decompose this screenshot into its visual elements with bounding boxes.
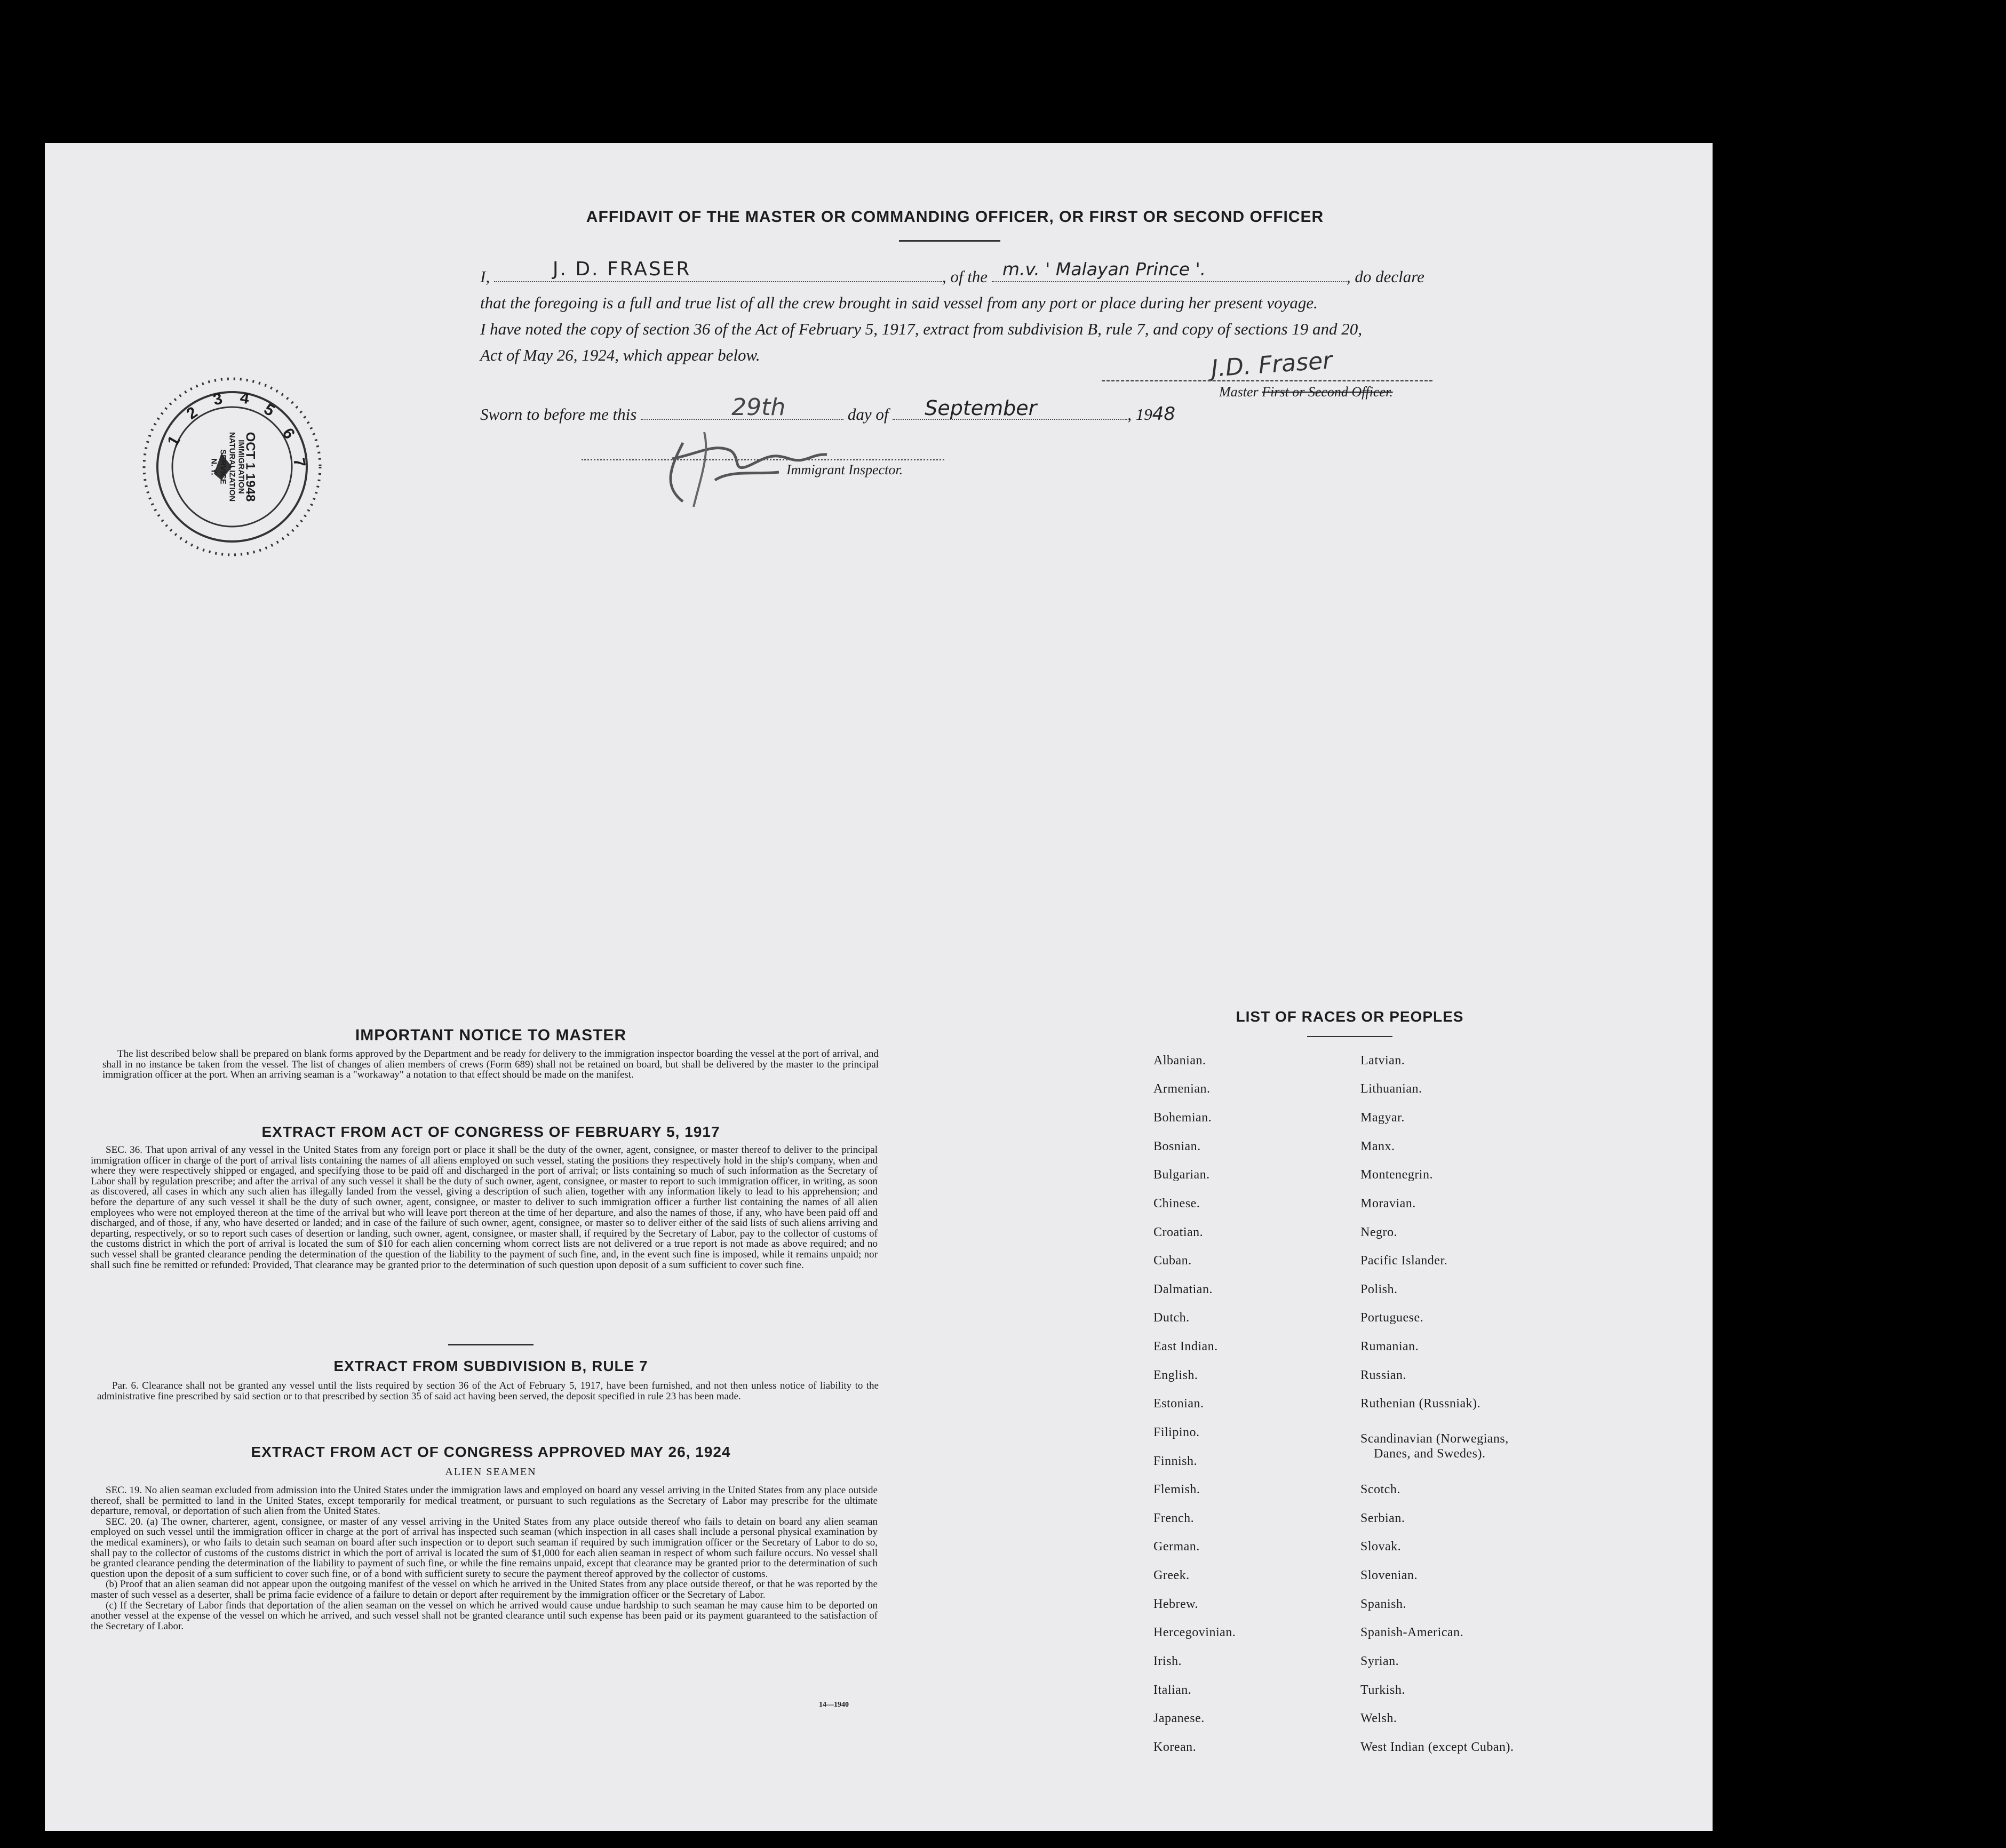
- declaration-line-2: that the foregoing is a full and true list of all the crew brought in said vessel from any port or place during her present voyage.: [480, 293, 1318, 312]
- race-item: Filipino.: [1153, 1425, 1200, 1439]
- extract-1924-subtitle: ALIEN SEAMEN: [445, 1466, 537, 1478]
- stamp-digit: 6: [278, 425, 299, 443]
- race-item: East Indian.: [1153, 1340, 1218, 1353]
- race-item: Polish.: [1360, 1283, 1398, 1296]
- race-item: Dutch.: [1153, 1311, 1190, 1325]
- declaration-line-1: [480, 258, 1456, 290]
- race-item: Slovenian.: [1360, 1568, 1418, 1582]
- race-item: Pacific Islander.: [1360, 1254, 1448, 1268]
- stamp-digit: 2: [183, 403, 201, 423]
- punch-hole: [1799, 372, 1826, 399]
- stamp-line: NATURALIZATION: [227, 432, 237, 502]
- race-item: Ruthenian (Russniak).: [1360, 1397, 1481, 1411]
- vessel-field: [992, 259, 1347, 282]
- affidavit-title: AFFIDAVIT OF THE MASTER OR COMMANDING OFFICER, OR FIRST OR SECOND OFFICER: [586, 208, 1324, 226]
- sec20b-text: (b) Proof that an alien seaman did not appear upon the outgoing manifest of the vessel on which he arrived in the United States from any place outside thereof, or that he was reported by the master of such vessel as a deserter, shall be prima facie evidence of a failure to detain or deport after requirement by the immigration officer or the Secretary of Labor.: [91, 1579, 878, 1600]
- race-item: Bulgarian.: [1153, 1168, 1210, 1182]
- section-rule: [448, 1344, 534, 1345]
- master-signature: J.D. Fraser: [1210, 347, 1333, 383]
- inspector-signature-line: [582, 459, 944, 460]
- race-item: Albanian.: [1153, 1054, 1206, 1068]
- race-item: Korean.: [1153, 1740, 1197, 1754]
- stamp-digit: 4: [238, 388, 251, 408]
- race-item: Montenegrin.: [1360, 1168, 1433, 1182]
- do-declare-label: , do declare: [1346, 267, 1424, 286]
- punch-hole: [1799, 1513, 1826, 1540]
- punch-hole: [1799, 1181, 1826, 1207]
- race-item: Latvian.: [1360, 1054, 1405, 1068]
- race-item: Chinese.: [1153, 1197, 1200, 1210]
- races-title: LIST OF RACES OR PEOPLES: [1236, 1008, 1464, 1025]
- race-item: Cuban.: [1153, 1254, 1192, 1268]
- sworn-day: 29th: [731, 394, 786, 421]
- race-item: West Indian (except Cuban).: [1360, 1740, 1514, 1754]
- race-item: Turkish.: [1360, 1683, 1405, 1697]
- sec20c-text: (c) If the Secretary of Labor finds that deportation of the alien seaman on the vessel on which he arrived would cause undue hardship to such seaman he may cause him to be deported on another vessel at the expense of the vessel on which he arrived, and such vessel shall not be granted clearance until such expense has been paid or its payment guaranteed to the satisfaction of the Secretary of Labor.: [91, 1599, 878, 1632]
- notice-text: The list described below shall be prepared on blank forms approved by the Department and be ready for delivery to the immigration inspector boarding the vessel at the port of arrival, and shall in no instance be taken from the vessel. The list of changes of alien members of crews (Form 689) shall not be retained on board, but shall be delivered by the master to the principal immigration officer at the port. When an arriving seaman is a "workaway" a notation to that effect should be made on the manifest.: [102, 1048, 879, 1081]
- race-item: Hebrew.: [1153, 1597, 1198, 1611]
- race-item: Italian.: [1153, 1683, 1192, 1697]
- struck-caption: First or Second Officer.: [1262, 384, 1393, 400]
- race-item: Scotch.: [1360, 1483, 1400, 1496]
- sworn-day-field: [641, 394, 843, 421]
- extract-1917-text: SEC. 36. That upon arrival of any vessel in the United States from any foreign port or place it shall be the duty of the owner, agent, consignee, or master thereof to deliver to the principal immigration officer in charge of the port of arrival lists containing the names of all aliens employed on such vessel, stating the positions they respectively hold in the ship's company, when and where they were respectively shipped or engaged, and specifying those to be paid off and discharged in the port of arrival; or lists containing so much of such information as the Secretary of Labor shall by regulation prescribe; and after the arrival of any such vessel it shall be the duty of such owner, agent, consignee, or master to report to such immigration officer, in writing, as soon as discovered, all cases in which any such alien has illegally landed from the vessel, giving a description of such alien, together with any information likely to lead to his apprehension; and before the departure of any such vessel it shall be the duty of such owner, agent, consignee, or master to deliver to such immigration officer a further list containing the names of all alien employees who were not employed thereon at the time of the arrival but who will leave port thereon at the time of her departure, and also the names of those, if any, who have been paid off and discharged, and of those, if any, who have deserted or landed; and in case of the failure of such owner, agent, consignee, or master so to deliver either of the said lists of such aliens arriving and departing, respectively, or so to report such cases of desertion or landing, such owner, agent, consignee, or master shall, if required by the Secretary of Labor, pay to the collector of customs of the customs district in which the port of arrival is located the sum of $10 for each alien concerning whom correct lists are not delivered or a true report is not made as above required; and no such vessel shall be granted clearance pending the determination of the question of the liability to the payment of such fine, and, in the event such fine is imposed, while it remains unpaid; nor shall such fine be remitted or refunded: Provided, That clearance may be granted prior to the determination of such question upon deposit of a sum sufficient to cover such fine.: [91, 1144, 878, 1271]
- punch-hole: [1799, 710, 1826, 736]
- master-name: J. D. FRASER: [552, 258, 691, 280]
- punch-hole: [1799, 1265, 1826, 1292]
- race-item: Bosnian.: [1153, 1140, 1201, 1153]
- race-item: Negro.: [1360, 1225, 1397, 1239]
- race-item: Spanish-American.: [1360, 1626, 1464, 1639]
- stamp-line: IMMIGRATION: [236, 440, 246, 494]
- master-caption: Master: [1219, 384, 1259, 400]
- race-item: Moravian.: [1360, 1197, 1416, 1210]
- race-item: Russian.: [1360, 1368, 1407, 1382]
- extract-rule7-title: EXTRACT FROM SUBDIVISION B, RULE 7: [333, 1358, 648, 1374]
- extract-1917-title: EXTRACT FROM ACT OF CONGRESS OF FEBRUARY 5, 1917: [261, 1124, 720, 1140]
- race-item: Lithuanian.: [1360, 1082, 1422, 1096]
- sec20a-text: SEC. 20. (a) The owner, charterer, agent, consignee, or master of any vessel arriving in the United States from any place outside thereof who fails to detain on board any alien seaman employed on such vessel until the immigration officer in charge at the port of arrival has inspected such seaman (which inspection in all cases shall include a personal physical examination by the medical examiners), or who fails to detain such seaman on board after such inspection or to deport such seaman if required by such immigration officer or the Secretary of Labor to do so, shall pay to the collector of customs of the customs district in which the port of arrival is located the sum of $1,000 for each alien seaman in respect of whom such failure occurs. No vessel shall be granted clearance pending the determination of the liability to payment of such fine, or while the fine remains unpaid, except that clearance may be granted prior to the determination of such question upon the deposit of a sum sufficient to cover such fine, or of a bond with sufficient surety to secure the payment thereof approved by the collector of customs.: [91, 1516, 878, 1580]
- sworn-month: September: [925, 396, 1037, 420]
- stamp-digit: 1: [164, 433, 184, 450]
- master-signature-line: [1102, 380, 1432, 381]
- sworn-label: Sworn to before me this: [480, 405, 637, 424]
- race-item: Scandinavian (Norwegians,: [1360, 1432, 1509, 1446]
- race-item: Hercegovinian.: [1153, 1626, 1236, 1639]
- extract-1924-body: [91, 1485, 878, 1631]
- race-item: Dalmatian.: [1153, 1283, 1213, 1296]
- vessel-name: m.v. ' Malayan Prince '.: [1002, 259, 1206, 280]
- sworn-month-field: [893, 396, 1127, 420]
- punch-hole: [1799, 288, 1826, 315]
- extract-rule7-body: [97, 1381, 879, 1401]
- race-item: Armenian.: [1153, 1082, 1211, 1096]
- race-item: Rumanian.: [1360, 1340, 1419, 1353]
- declaration-line-3: I have noted the copy of section 36 of the Act of February 5, 1917, extract from subdivision B, rule 7, and copy of sections 19 and 20,: [480, 320, 1363, 338]
- stamp-line: SERVICE: [218, 449, 228, 484]
- inspector-caption: Immigrant Inspector.: [786, 462, 903, 477]
- sec19-text: SEC. 19. No alien seaman excluded from admission into the United States under the immigration laws and employed on board any vessel arriving in the United States from any place outside thereof, shall be permitted to land in the United States, except temporarily for medical treatment, or pursuant to such regulations as the Secretary of Labor may prescribe for the ultimate departure, removal, or deportation of such alien from the United States.: [91, 1485, 878, 1517]
- notice-body: [102, 1049, 879, 1080]
- race-item: Serbian.: [1360, 1511, 1405, 1525]
- races-rule: [1307, 1036, 1392, 1037]
- race-item: Japanese.: [1153, 1711, 1205, 1725]
- notice-title: IMPORTANT NOTICE TO MASTER: [355, 1026, 627, 1044]
- race-item: Manx.: [1360, 1140, 1395, 1153]
- race-item: Estonian.: [1153, 1397, 1204, 1411]
- race-item: Greek.: [1153, 1568, 1190, 1582]
- race-item: Croatian.: [1153, 1225, 1204, 1239]
- master-name-field: [494, 258, 942, 282]
- form-number: 14—1940: [819, 1701, 849, 1709]
- extract-1924-title: EXTRACT FROM ACT OF CONGRESS APPROVED MAY 26, 1924: [251, 1444, 731, 1460]
- race-item: French.: [1153, 1511, 1195, 1525]
- race-item: Portuguese.: [1360, 1311, 1424, 1325]
- immigration-date-stamp: [139, 373, 325, 560]
- race-item: Bohemian.: [1153, 1111, 1212, 1125]
- master-caption-row: [1219, 384, 1393, 400]
- stamp-line: N. Y.: [209, 458, 219, 475]
- punch-hole: [1799, 1595, 1826, 1622]
- stamp-digit: 3: [211, 389, 224, 409]
- stamp-date: OCT 1 1948: [243, 432, 258, 502]
- title-rule: [899, 240, 1000, 242]
- extract-rule7-text: Par. 6. Clearance shall not be granted any vessel until the lists required by section 36 of the Act of February 5, 1917, have been furnished, and not then unless notice of liability to the administrative fine prescribed by said section or to that prescribed by section 35 of said act having been served, the deposit specified in rule 23 has been made.: [97, 1380, 879, 1402]
- race-item: Irish.: [1153, 1654, 1182, 1668]
- i-label: I,: [480, 267, 490, 286]
- race-item: Slovak.: [1360, 1540, 1402, 1554]
- race-item: German.: [1153, 1540, 1200, 1554]
- of-the-label: , of the: [942, 267, 988, 286]
- day-of-label: day of: [847, 405, 889, 424]
- stamp-digit: 7: [290, 456, 309, 468]
- year-prefix: , 19: [1127, 405, 1152, 424]
- race-item: Danes, and Swedes).: [1374, 1447, 1486, 1461]
- race-item: Flemish.: [1153, 1483, 1200, 1496]
- extract-1917-body: [91, 1145, 878, 1270]
- race-item: Magyar.: [1360, 1111, 1405, 1125]
- stamp-digit: 5: [260, 400, 278, 420]
- race-item: English.: [1153, 1368, 1198, 1382]
- race-item: Welsh.: [1360, 1711, 1397, 1725]
- sworn-year: 48: [1152, 403, 1175, 425]
- punch-hole: [1799, 623, 1826, 650]
- race-item: Finnish.: [1153, 1454, 1198, 1468]
- race-item: Spanish.: [1360, 1597, 1407, 1611]
- declaration-line-4: Act of May 26, 1924, which appear below.: [480, 346, 760, 364]
- race-item: Syrian.: [1360, 1654, 1399, 1668]
